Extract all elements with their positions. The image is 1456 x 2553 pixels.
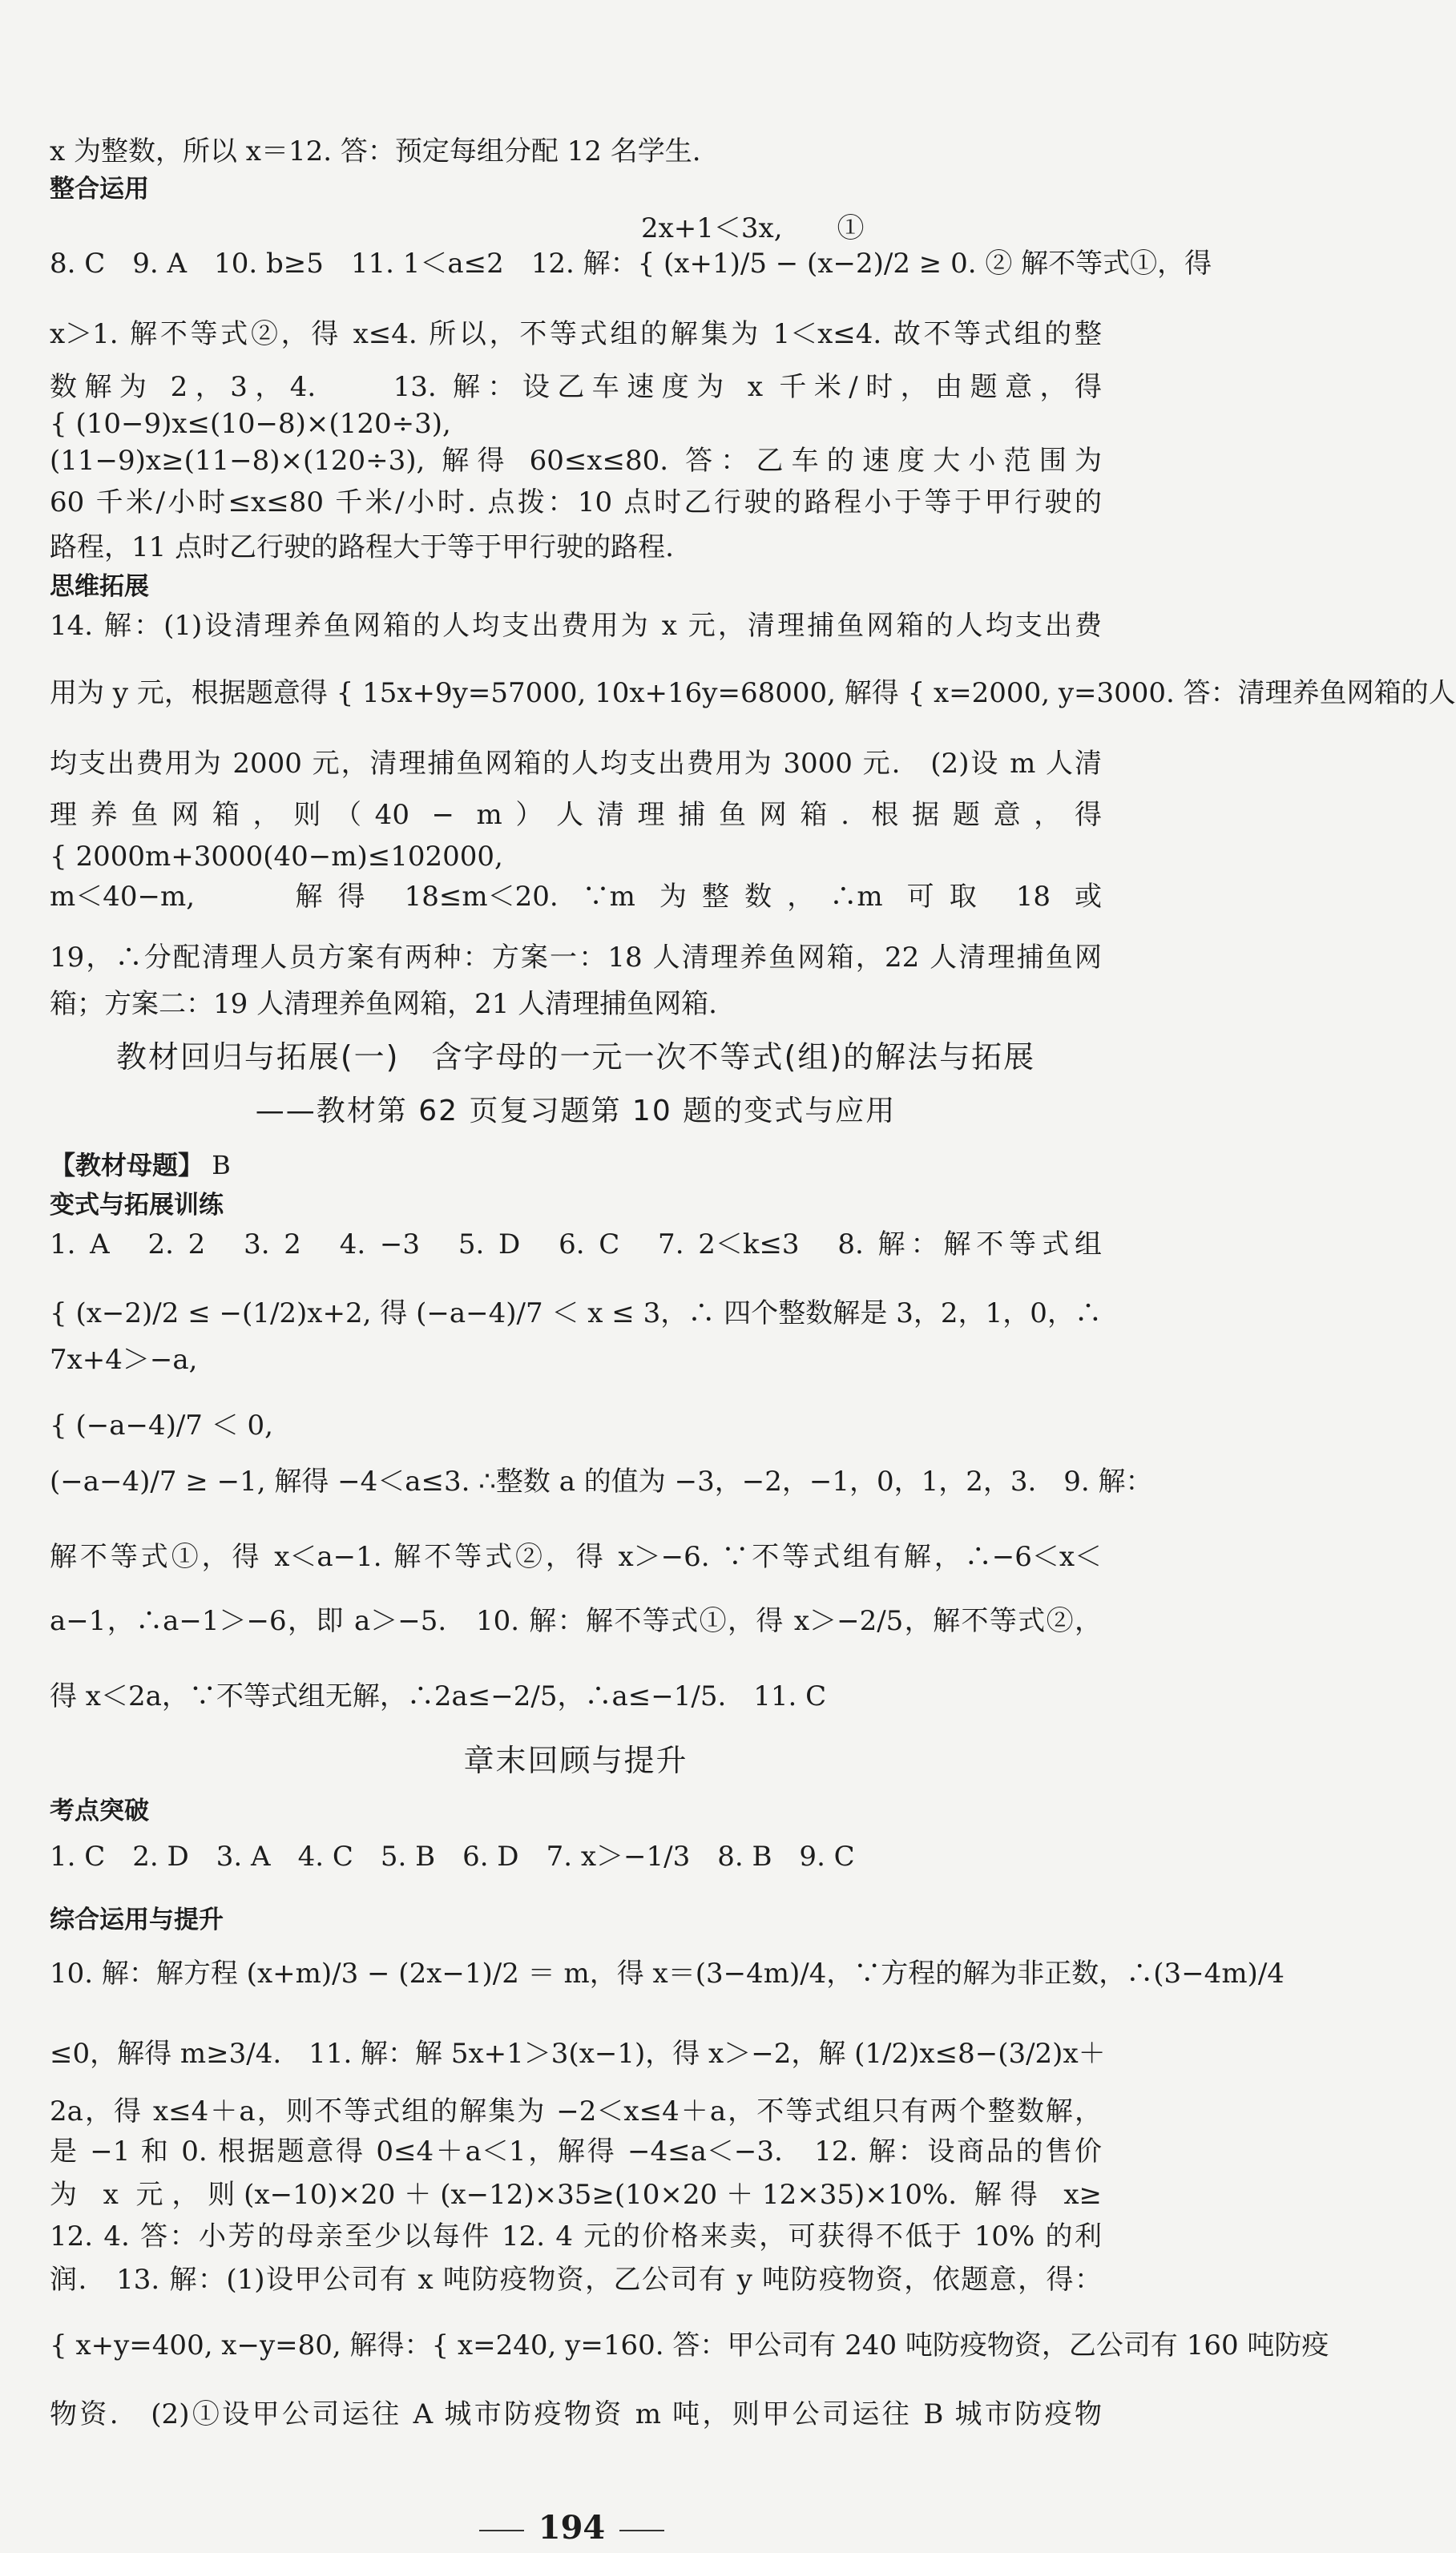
text-line: 用为 y 元，根据题意得 { 15x+9y=57000, 10x+16y=68000, 解得 { x=2000, y=3000. 答：清理养鱼网箱的人 bbox=[50, 677, 1456, 709]
text-line: 数解为 2，3，4. 13. 解：设乙车速度为 x 千米/时，由题意，得 bbox=[50, 371, 1102, 403]
text-line: 12. 4. 答：小芳的母亲至少以每件 12. 4 元的价格来卖，可获得不低于 10% 的利 bbox=[50, 2220, 1102, 2253]
text-line: { 2000m+3000(40−m)≤102000, bbox=[50, 841, 503, 873]
text-line: 2x+1＜3x, ① bbox=[641, 212, 865, 244]
text-line: 8. C 9. A 10. b≥5 11. 1＜a≤2 12. 解：{ (x+1)/5 − (x−2)/2 ≥ 0. ② 解不等式①，得 bbox=[50, 248, 1212, 280]
text-line: 14. 解：(1)设清理养鱼网箱的人均支出费用为 x 元，清理捕鱼网箱的人均支出费 bbox=[50, 610, 1102, 642]
text-line: 润. 13. 解：(1)设甲公司有 x 吨防疫物资，乙公司有 y 吨防疫物资，依题意，得： bbox=[50, 2264, 1102, 2296]
text-line: 19，∴分配清理人员方案有两种：方案一：18 人清理养鱼网箱，22 人清理捕鱼网 bbox=[50, 942, 1102, 974]
section-heading-variant: 变式与拓展训练 bbox=[50, 1191, 224, 1220]
text-line: 箱；方案二：19 人清理养鱼网箱，21 人清理捕鱼网箱. bbox=[50, 988, 717, 1020]
section-heading-integrated: 整合运用 bbox=[50, 175, 149, 204]
text-line: 10. 解：解方程 (x+m)/3 − (2x−1)/2 ＝ m，得 x＝(3−4m)/4，∵方程的解为非正数，∴(3−4m)/4 bbox=[50, 1958, 1285, 1990]
text-line: a−1，∴a−1＞−6，即 a＞−5. 10. 解：解不等式①，得 x＞−2/5，解不等式②， bbox=[50, 1605, 1102, 1637]
section-banner-title: 教材回归与拓展(一) 含字母的一元一次不等式(组)的解法与拓展 bbox=[115, 1039, 1036, 1075]
text-line: x＞1. 解不等式②，得 x≤4. 所以，不等式组的解集为 1＜x≤4. 故不等式组的整 bbox=[50, 318, 1102, 350]
page-number bbox=[0, 2508, 1143, 2548]
text-line: 均支出费用为 2000 元，清理捕鱼网箱的人均支出费用为 3000 元. (2)设 m 人清 bbox=[50, 748, 1102, 780]
text-line: { (x−2)/2 ≤ −(1/2)x+2, 得 (−a−4)/7 ＜ x ≤ 3，∴ 四个整数解是 3，2，1，0，∴ bbox=[50, 1297, 1102, 1329]
text-line: 得 x＜2a，∵不等式组无解，∴2a≤−2/5，∴a≤−1/5. 11. C bbox=[50, 1680, 827, 1712]
text-line: { (10−9)x≤(10−8)×(120÷3), bbox=[50, 408, 451, 440]
text-line: 物资. (2)①设甲公司运往 A 城市防疫物资 m 吨，则甲公司运往 B 城市防疫物 bbox=[50, 2398, 1102, 2430]
text-line: m＜40−m, 解得 18≤m＜20. ∵m 为整数，∴m 可取 18 或 bbox=[50, 881, 1102, 913]
mother-problem-line bbox=[50, 1149, 231, 1181]
text-line: 为 x 元，则(x−10)×20＋(x−12)×35≥(10×20＋12×35)×10%. 解得 x≥ bbox=[50, 2179, 1102, 2211]
text-line: 60 千米/小时≤x≤80 千米/小时. 点拨：10 点时乙行驶的路程小于等于甲行驶的 bbox=[50, 486, 1102, 518]
text-line: 解不等式①，得 x＜a−1. 解不等式②，得 x＞−6. ∵不等式组有解，∴−6＜x＜ bbox=[50, 1541, 1102, 1573]
chapter-title: 章末回顾与提升 bbox=[463, 1743, 688, 1778]
text-line: (−a−4)/7 ≥ −1, 解得 −4＜a≤3. ∴整数 a 的值为 −3，−2，−1，0，1，2，3. 9. 解： bbox=[50, 1466, 1153, 1498]
text-line: 路程，11 点时乙行驶的路程大于等于甲行驶的路程. bbox=[50, 531, 674, 563]
page-number-value: 194 bbox=[538, 2509, 606, 2547]
text-line: 7x+4＞−a, bbox=[50, 1344, 198, 1376]
section-heading-kaodian: 考点突破 bbox=[50, 1797, 149, 1825]
text-line: 理养鱼网箱，则（40 − m）人清理捕鱼网箱. 根据题意，得 bbox=[50, 799, 1102, 831]
text-line: { (−a−4)/7 ＜ 0, bbox=[50, 1410, 273, 1442]
section-heading-thinking: 思维拓展 bbox=[50, 572, 149, 601]
mother-problem-label: 【教材母题】 bbox=[50, 1150, 204, 1180]
right-dash bbox=[619, 2530, 664, 2531]
left-dash bbox=[479, 2530, 524, 2531]
text-line: 是 −1 和 0. 根据题意得 0≤4＋a＜1，解得 −4≤a＜−3. 12. 解：设商品的售价 bbox=[50, 2136, 1102, 2168]
text-line: 1. A 2. 2 3. 2 4. −3 5. D 6. C 7. 2＜k≤3 8. 解：解不等式组 bbox=[50, 1228, 1102, 1260]
text-line: 2a，得 x≤4＋a，则不等式组的解集为 −2＜x≤4＋a，不等式组只有两个整数解， bbox=[50, 2095, 1102, 2128]
text-line: ≤0，解得 m≥3/4. 11. 解：解 5x+1＞3(x−1)，得 x＞−2，解 (1/2)x≤8−(3/2)x＋ bbox=[50, 2038, 1106, 2070]
text-line: x 为整数，所以 x＝12. 答：预定每组分配 12 名学生. bbox=[50, 135, 701, 167]
section-heading-zonghe: 综合运用与提升 bbox=[50, 1906, 224, 1934]
text-line: { x+y=400, x−y=80, 解得：{ x=240, y=160. 答：甲公司有 240 吨防疫物资，乙公司有 160 吨防疫 bbox=[50, 2329, 1329, 2361]
mother-problem-answer: B bbox=[212, 1150, 231, 1180]
section-banner-subtitle: ——教材第 62 页复习题第 10 题的变式与应用 bbox=[255, 1095, 897, 1127]
text-line: (11−9)x≥(11−8)×(120÷3), 解得 60≤x≤80. 答：乙车的速度大小范围为 bbox=[50, 445, 1102, 477]
text-line: 1. C 2. D 3. A 4. C 5. B 6. D 7. x＞−1/3 8. B 9. C bbox=[50, 1841, 855, 1873]
